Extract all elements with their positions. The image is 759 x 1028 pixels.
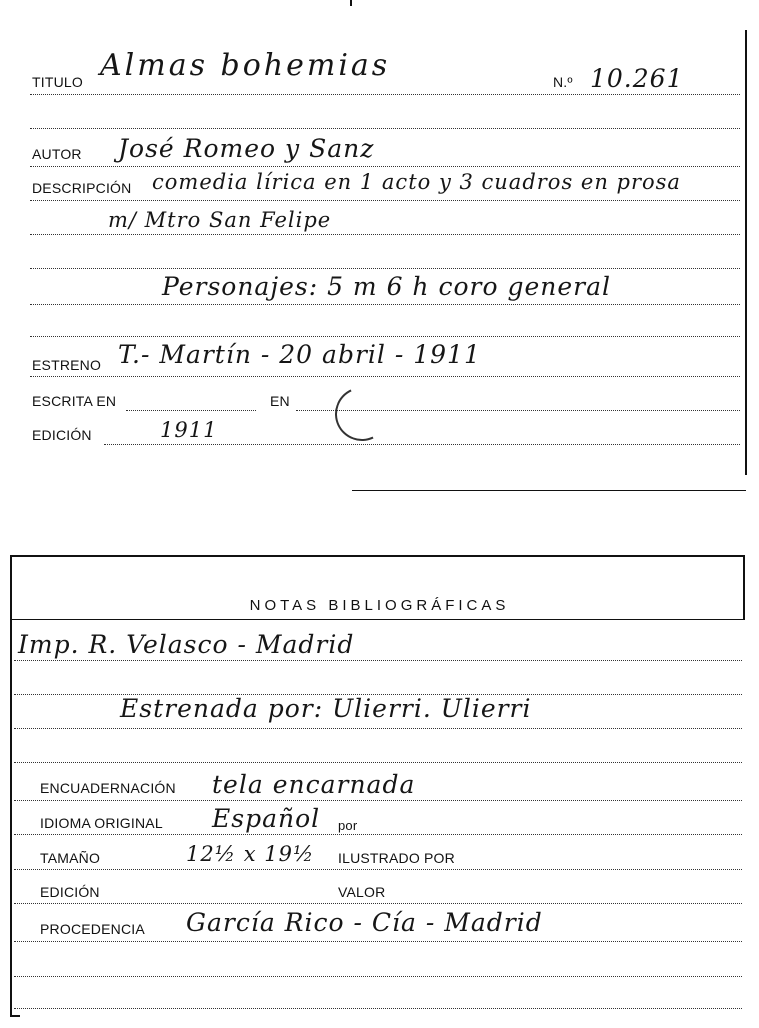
bottom-card-left-edge	[10, 555, 12, 1017]
tamano-label: TAMAÑO	[40, 850, 101, 866]
descripcion-line2: m/ Mtro San Felipe	[108, 208, 332, 232]
blank-line-5	[14, 976, 742, 977]
descripcion-label: DESCRIPCIÓN	[32, 180, 132, 196]
blank-line-1	[30, 128, 740, 129]
top-card-tick	[350, 0, 352, 6]
titulo-label: TITULO	[32, 74, 83, 90]
descripcion-line-2	[30, 234, 740, 235]
stamp-mark	[327, 379, 396, 448]
edicion-line-2	[14, 903, 742, 904]
idioma-label: IDIOMA ORIGINAL	[40, 815, 163, 831]
note-line-3	[14, 728, 742, 729]
note-line-2	[14, 694, 742, 695]
edicion-label: EDICIÓN	[32, 427, 92, 443]
autor-label: AUTOR	[32, 146, 82, 162]
edicion-line	[104, 444, 740, 445]
idioma-line	[14, 834, 742, 835]
numero-value: 10.261	[590, 64, 684, 93]
valor-label: VALOR	[338, 884, 386, 900]
blank-line-4	[30, 336, 740, 337]
note-line-1	[14, 660, 742, 661]
escrita-line	[126, 410, 256, 411]
estreno-line	[30, 376, 740, 377]
encuadernacion-label: ENCUADERNACIÓN	[40, 780, 176, 796]
personajes-note: Personajes: 5 m 6 h coro general	[162, 272, 612, 301]
blank-line-6	[14, 1008, 742, 1009]
blank-line-3	[30, 304, 740, 305]
edicion-label-2: EDICIÓN	[40, 884, 100, 900]
autor-value: José Romeo y Sanz	[118, 134, 375, 163]
por-label: por	[338, 818, 358, 833]
encuadernacion-line	[14, 800, 742, 801]
descripcion-line	[30, 200, 740, 201]
descripcion-line1: comedia lírica en 1 acto y 3 cuadros en prosa	[152, 170, 681, 194]
tamano-value: 12½ x 19½	[186, 842, 315, 866]
notas-bibliograficas-heading: NOTAS BIBLIOGRÁFICAS	[249, 597, 510, 614]
numero-label: N.º	[553, 74, 573, 90]
top-card-bottom-rule	[352, 490, 746, 491]
autor-line	[30, 166, 740, 167]
ilustrado-label: ILUSTRADO POR	[338, 850, 455, 866]
procedencia-line	[14, 941, 742, 942]
bottom-card-top-edge	[10, 555, 745, 557]
estreno-value: T.- Martín - 20 abril - 1911	[118, 340, 481, 369]
encuadernacion-value: tela encarnada	[212, 770, 416, 799]
bottom-card-bottom-tick	[12, 1015, 20, 1017]
edicion-value: 1911	[160, 418, 218, 442]
titulo-value: Almas bohemias	[100, 48, 391, 83]
procedencia-label: PROCEDENCIA	[40, 921, 145, 937]
note-line-4	[14, 762, 742, 763]
top-card-right-edge	[745, 30, 747, 475]
heading-rule	[12, 619, 745, 620]
blank-line-2	[30, 268, 740, 269]
en-label: EN	[270, 393, 290, 409]
titulo-line	[30, 94, 740, 95]
estreno-label: ESTRENO	[32, 357, 102, 373]
note-imprenta: Imp. R. Velasco - Madrid	[18, 630, 355, 659]
procedencia-value: García Rico - Cía - Madrid	[186, 908, 543, 937]
escrita-label: ESCRITA EN	[32, 393, 117, 409]
idioma-value: Español	[212, 804, 321, 833]
tamano-line	[14, 869, 742, 870]
note-estrenada: Estrenada por: Ulierri. Ulierri	[120, 694, 532, 723]
